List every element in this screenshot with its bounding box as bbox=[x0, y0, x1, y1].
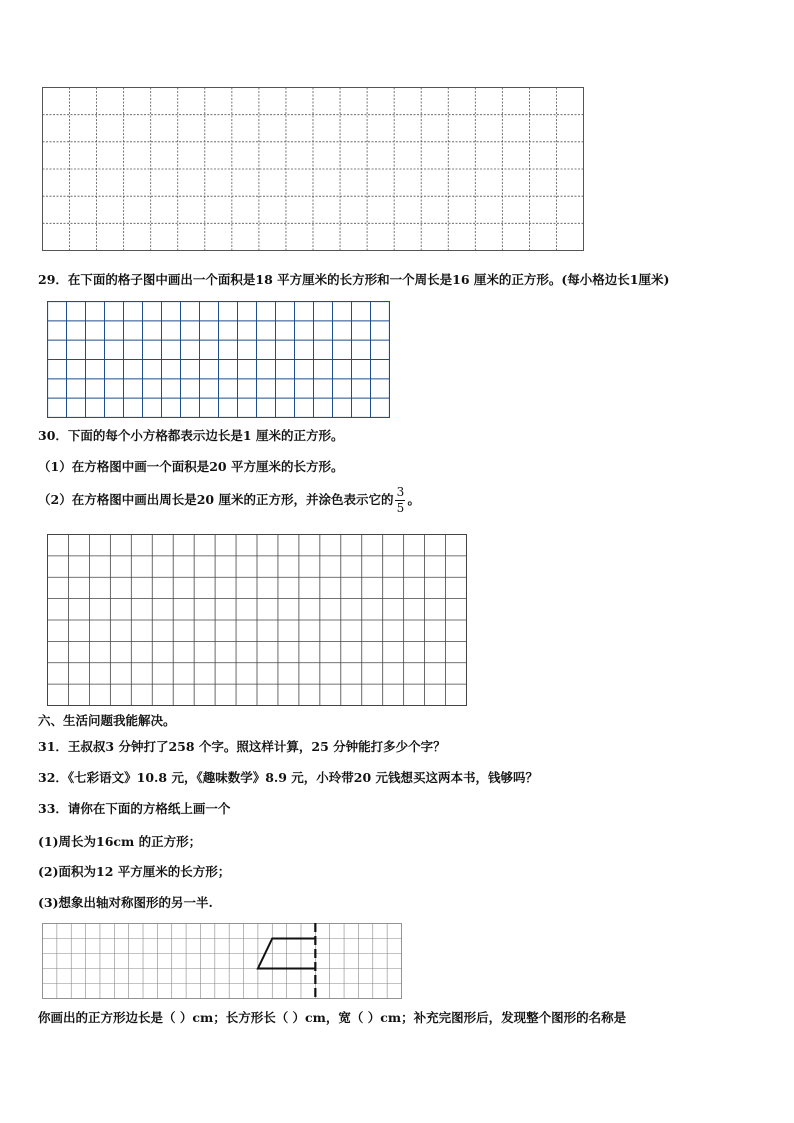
q30-part2-prefix: （2）在方格图中画出周长是20 厘米的正方形，并涂色表示它的 bbox=[38, 492, 394, 507]
grid-q29 bbox=[47, 301, 390, 418]
q33-item1: (1)周长为16cm 的正方形； bbox=[38, 834, 202, 849]
grid-q33-svg bbox=[42, 923, 402, 999]
section6-title: 六、生活问题我能解决。 bbox=[38, 713, 176, 728]
fraction-denominator: 5 bbox=[396, 501, 405, 515]
q30-part2 bbox=[38, 486, 420, 515]
grid-q30-svg bbox=[47, 534, 467, 706]
q29-text: 29．在下面的格子图中画出一个面积是18 平方厘米的长方形和一个周长是16 厘米的正方形。(每小格边长1厘米) bbox=[38, 272, 670, 287]
q30-title: 30．下面的每个小方格都表示边长是1 厘米的正方形。 bbox=[38, 428, 344, 443]
fraction-three-fifths bbox=[395, 486, 405, 515]
q30-part2-suffix: 。 bbox=[407, 492, 420, 507]
q32-text: 32．《七彩语文》10.8 元，《趣味数学》8.9 元，小玲带20 元钱想买这两本书，钱够吗？ bbox=[38, 770, 539, 785]
grid-q29-svg bbox=[47, 301, 390, 418]
q33-item3: (3)想象出轴对称图形的另一半. bbox=[38, 895, 213, 910]
fraction-numerator: 3 bbox=[396, 485, 405, 499]
q33-answer: 你画出的正方形边长是（ ）cm；长方形长（ ）cm，宽（ ）cm；补充完图形后，发现整个图形的名称是 bbox=[38, 1010, 627, 1025]
grid-top-svg bbox=[42, 87, 584, 251]
q30-part1: （1）在方格图中画一个面积是20 平方厘米的长方形。 bbox=[38, 459, 344, 474]
grid-q33 bbox=[42, 923, 402, 999]
grid-top bbox=[42, 87, 584, 251]
q33-item2: (2)面积为12 平方厘米的长方形； bbox=[38, 864, 231, 879]
grid-border bbox=[43, 924, 402, 999]
q33-title: 33．请你在下面的方格纸上画一个 bbox=[38, 801, 231, 816]
grid-q30 bbox=[47, 534, 467, 706]
q31-text: 31．王叔叔3 分钟打了258 个字。照这样计算，25 分钟能打多少个字？ bbox=[38, 739, 446, 754]
